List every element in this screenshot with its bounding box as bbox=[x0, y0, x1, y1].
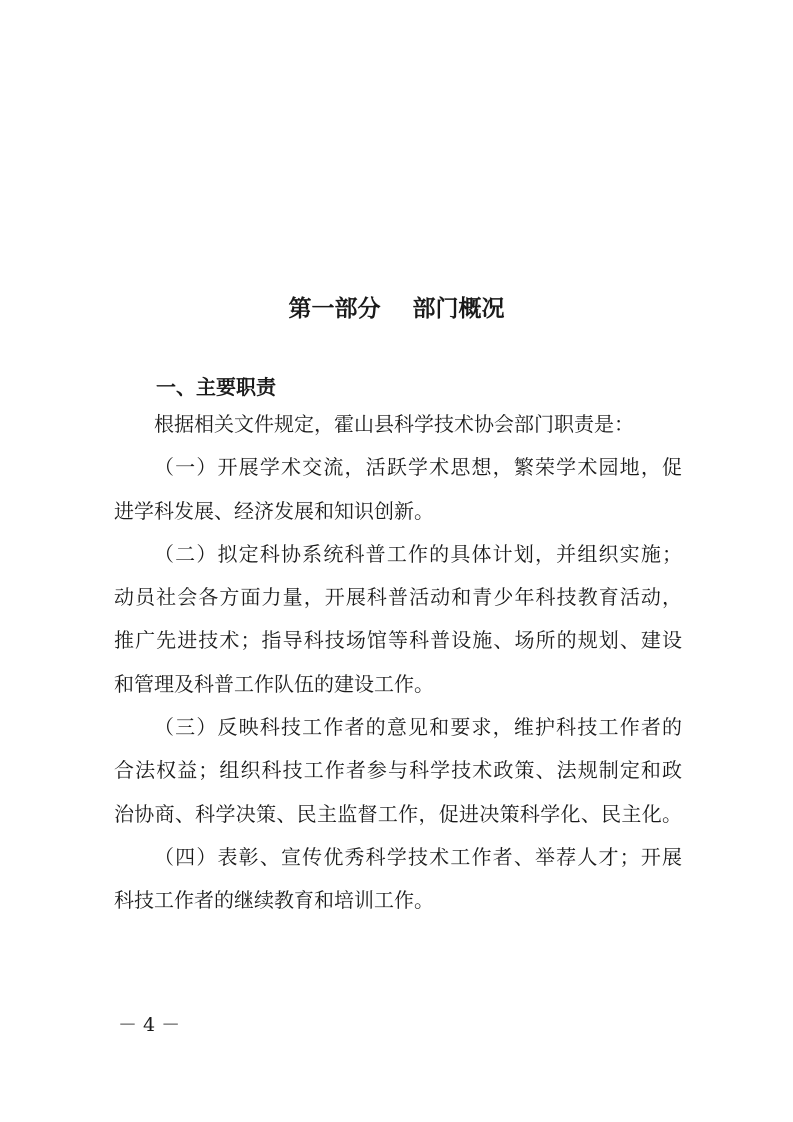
paragraph-line: 进学科发展、经济发展和知识创新。 bbox=[114, 498, 434, 523]
document-body bbox=[114, 403, 682, 923]
paragraph-line: （四）表彰、宣传优秀科学技术工作者、举荐人才；开展 bbox=[154, 844, 682, 869]
page-number: － 4 － bbox=[118, 1014, 181, 1036]
paragraph-line: 动员社会各方面力量，开展科普活动和青少年科技教育活动， bbox=[114, 585, 682, 610]
intro-line: 根据相关文件规定，霍山县科学技术协会部门职责是： bbox=[154, 412, 634, 436]
paragraph-line: 推广先进技术；指导科技场馆等科普设施、场所的规划、建设 bbox=[114, 628, 682, 653]
paragraph-line: 治协商、科学决策、民主监督工作，促进决策科学化、民主化。 bbox=[114, 801, 682, 826]
paragraph-line: 和管理及科普工作队伍的建设工作。 bbox=[114, 671, 434, 696]
paragraph-line: 合法权益；组织科技工作者参与科学技术政策、法规制定和政 bbox=[114, 758, 682, 783]
paragraph-line: 科技工作者的继续教育和培训工作。 bbox=[114, 888, 434, 913]
paragraph-line: （二）拟定科协系统科普工作的具体计划，并组织实施； bbox=[154, 541, 682, 566]
page-title: 第一部分 部门概况 bbox=[288, 296, 505, 322]
section-heading: 一、主要职责 bbox=[156, 375, 276, 399]
paragraph-line: （三）反映科技工作者的意见和要求，维护科技工作者的 bbox=[154, 715, 682, 740]
paragraph-line: （一）开展学术交流，活跃学术思想，繁荣学术园地，促 bbox=[154, 455, 682, 480]
